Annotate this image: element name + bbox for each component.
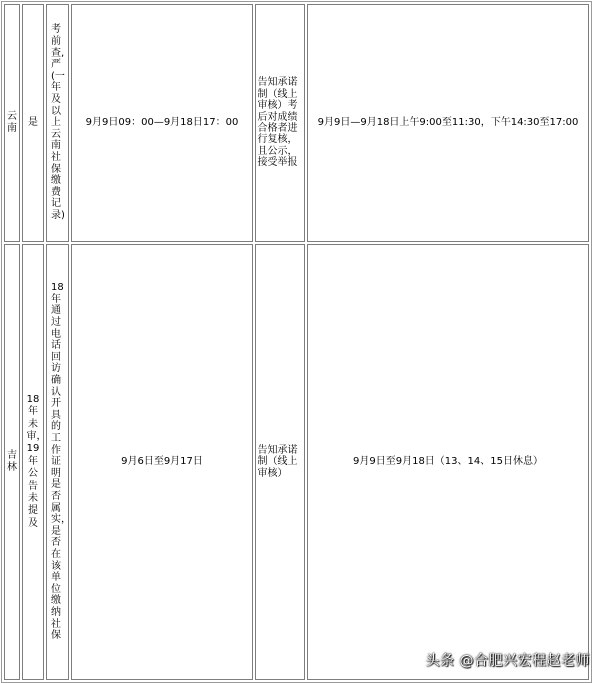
arrangement-text: 9月9日—9月18日上午9:00至11:30，下午14:30至17:00 bbox=[317, 117, 579, 128]
time-text: 9月9日09：00—9月18日17：00 bbox=[85, 117, 239, 128]
province-cell bbox=[4, 244, 20, 680]
province-cell bbox=[4, 4, 20, 242]
table-row bbox=[4, 4, 589, 242]
flag-cell bbox=[22, 244, 47, 680]
note-cell bbox=[46, 4, 69, 242]
arrangement-cell bbox=[307, 4, 589, 242]
mode-cell bbox=[255, 4, 305, 242]
mode-text: 告知承诺制（线上审核） bbox=[257, 444, 298, 479]
exam-registration-table bbox=[1, 1, 592, 683]
flag-text: 是 bbox=[28, 116, 38, 128]
watermark: 头条 @合肥兴宏程赵老师 bbox=[425, 653, 590, 669]
time-text: 9月6日至9月17日 bbox=[121, 456, 203, 467]
note-text: 考前查,严(一年及以上云南社保缴费记录) bbox=[51, 24, 65, 221]
arrangement-text: 9月9日至9月18日（13、14、15日休息） bbox=[353, 456, 543, 467]
flag-text: 18年未审，19年公告未提及 bbox=[26, 393, 47, 529]
note-text: 18年通过电话回访确认开具的工作证明是否属实，是否在该单位缴纳社保 bbox=[51, 282, 71, 642]
province-text: 云南 bbox=[7, 110, 17, 134]
mode-cell bbox=[255, 244, 305, 680]
arrangement-cell bbox=[307, 244, 589, 680]
mode-text: 告知承诺制（线上审核）考后对成绩合格者进行复核，且公示，接受举报 bbox=[257, 77, 298, 169]
note-cell bbox=[46, 244, 69, 680]
table-row bbox=[4, 244, 589, 680]
time-cell bbox=[71, 244, 253, 680]
time-cell bbox=[71, 4, 253, 242]
flag-cell bbox=[22, 4, 44, 242]
province-text: 吉林 bbox=[7, 449, 17, 473]
